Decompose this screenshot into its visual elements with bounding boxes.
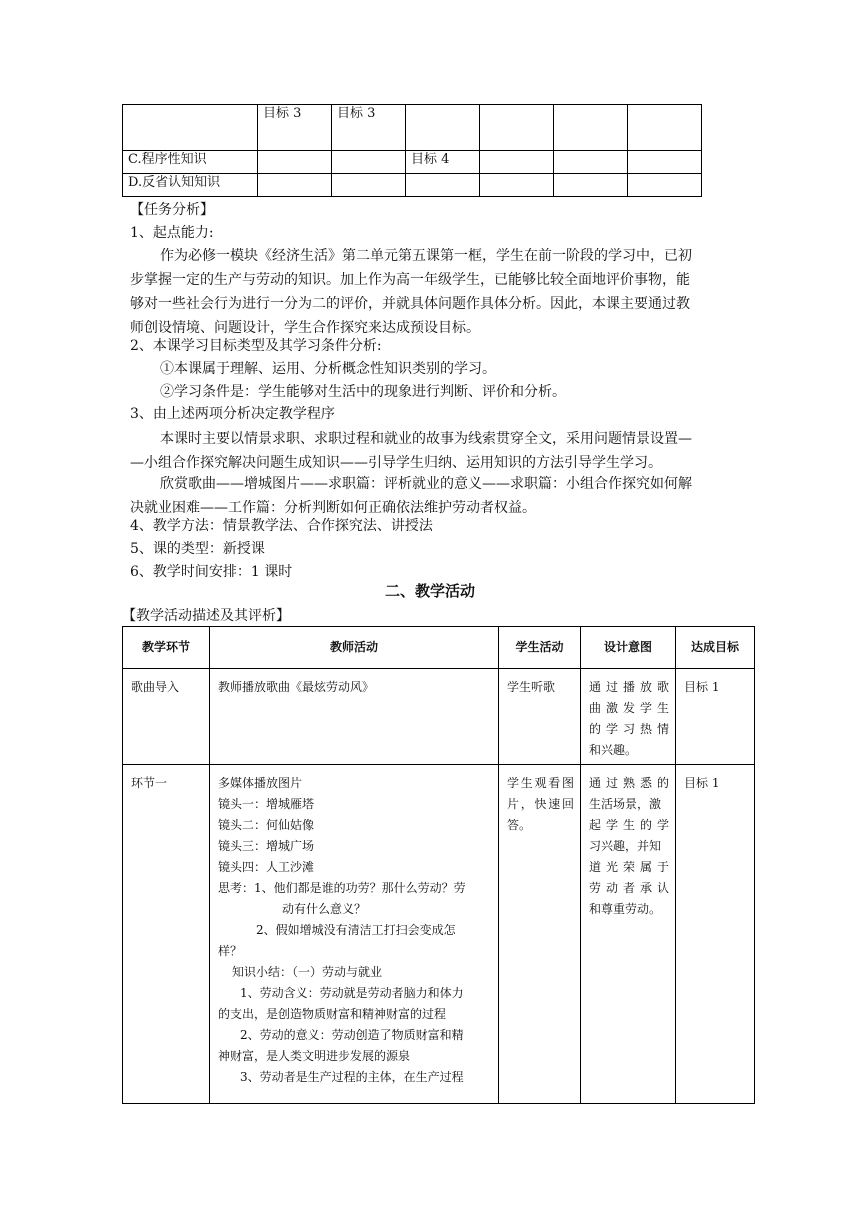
goals-cell xyxy=(258,174,332,197)
goals-cell xyxy=(406,105,480,151)
goals-cell: 目标 3 xyxy=(258,105,332,151)
lesson-type: 5、课的类型：新授课 xyxy=(130,541,265,557)
text-line: 通过播放歌 xyxy=(589,680,669,694)
teacher-activity-cell xyxy=(210,765,499,1104)
activity-table xyxy=(122,626,755,1104)
text-line: 作为必修一模块《经济生活》第二单元第五课第一框，学生在前一阶段的学习中，已初 xyxy=(160,248,692,264)
text-line: 和尊重劳动。 xyxy=(589,902,662,916)
text-line: 答。 xyxy=(507,818,532,832)
text-line: 通过熟悉的 xyxy=(589,776,669,790)
student-activity-cell: 学生听歌 xyxy=(499,669,581,765)
student-activity-cell xyxy=(499,765,581,1104)
goals-cell xyxy=(554,151,628,174)
stage-cell: 歌曲导入 xyxy=(123,669,210,765)
text-line: 神财富，是人类文明进步发展的源泉 xyxy=(218,1049,411,1063)
text-line: 3、劳动者是生产过程的主体，在生产过程 xyxy=(240,1070,464,1084)
table-row xyxy=(123,765,755,1104)
column-header: 达成目标 xyxy=(676,627,755,669)
design-intent-cell xyxy=(581,765,676,1104)
text-line: 决就业困难——工作篇：分析判断如何正确依法维护劳动者权益。 xyxy=(130,500,536,516)
text-line: 思考：1、他们都是谁的功劳？那什么劳动？劳 xyxy=(218,881,466,895)
text-line: 习兴趣，并知 xyxy=(589,839,662,853)
text-line: 2、假如增城没有清洁工打扫会变成怎 xyxy=(256,923,456,937)
goals-cell: C.程序性知识 xyxy=(123,151,258,174)
goals-cell: 目标 3 xyxy=(332,105,406,151)
text-line: 1、劳动含义：劳动就是劳动者脑力和体力 xyxy=(240,986,464,1000)
text-line: 和兴趣。 xyxy=(589,743,638,757)
text-line: 多媒体播放图片 xyxy=(218,776,303,790)
goals-cell xyxy=(554,174,628,197)
table-row xyxy=(123,669,755,765)
teaching-method: 4、教学方法：情景教学法、合作探究法、讲授法 xyxy=(130,518,433,534)
procedure-paragraph xyxy=(130,472,760,520)
goal-cell: 目标 1 xyxy=(676,765,755,1104)
text-line: 知识小结：（一）劳动与就业 xyxy=(232,965,383,979)
procedure-paragraph xyxy=(130,427,760,475)
text-line: 的支出，是创造物质财富和精神财富的过程 xyxy=(218,1007,447,1021)
text-line: 道光荣属于 xyxy=(589,860,669,874)
teacher-activity-cell: 教师播放歌曲《最炫劳动风》 xyxy=(210,669,499,765)
goals-cell xyxy=(258,151,332,174)
goals-cell xyxy=(628,105,702,151)
text-line: 2、劳动的意义：劳动创造了物质财富和精 xyxy=(240,1028,464,1042)
goals-cell xyxy=(480,174,554,197)
goals-cell xyxy=(628,151,702,174)
goals-cell xyxy=(628,174,702,197)
list-item: ②学习条件是：学生能够对生活中的现象进行判断、评价和分析。 xyxy=(160,384,566,400)
text-line: 镜头三：增城广场 xyxy=(218,839,315,853)
stage-cell: 环节一 xyxy=(123,765,210,1104)
column-header: 学生活动 xyxy=(499,627,581,669)
design-intent-cell xyxy=(581,669,676,765)
goal-cell: 目标 1 xyxy=(676,669,755,765)
goals-cell xyxy=(480,151,554,174)
goals-cell: 目标 4 xyxy=(406,151,480,174)
section-subtitle: 【教学活动描述及其评析】 xyxy=(122,608,290,624)
goals-cell xyxy=(480,105,554,151)
section-heading: 2、本课学习目标类型及其学习条件分析: xyxy=(130,338,382,354)
goals-cell xyxy=(332,174,406,197)
text-line: 动有什么意义？ xyxy=(282,902,367,916)
text-line: 镜头二：何仙姑像 xyxy=(218,818,315,832)
goals-cell xyxy=(406,174,480,197)
goals-row xyxy=(123,105,702,151)
goals-table xyxy=(122,104,702,197)
column-header: 设计意图 xyxy=(581,627,676,669)
text-line: 曲激发学生 xyxy=(589,701,669,715)
text-line: 本课时主要以情景求职、求职过程和就业的故事为线索贯穿全文，采用问题情景设置— xyxy=(160,431,692,447)
text-line: 样？ xyxy=(218,944,243,958)
starting-ability-paragraph xyxy=(130,244,760,340)
text-line: 起学生的学 xyxy=(589,818,669,832)
time-arrangement: 6、教学时间安排：1 课时 xyxy=(130,564,293,580)
section-heading: 1、起点能力: xyxy=(130,225,214,241)
table-header-row xyxy=(123,627,755,669)
goals-cell: D.反省认知知识 xyxy=(123,174,258,197)
text-line: 欣赏歌曲——增城图片——求职篇：评析就业的意义——求职篇：小组合作探究如何解 xyxy=(160,476,692,492)
text-line: 劳动者承认 xyxy=(589,881,669,895)
goals-row xyxy=(123,151,702,174)
text-line: 片，快速回 xyxy=(507,797,574,811)
text-line: 学生观看图 xyxy=(507,776,574,790)
list-item: ①本课属于理解、运用、分析概念性知识类别的学习。 xyxy=(160,361,496,377)
task-analysis-title: 【任务分析】 xyxy=(130,202,214,218)
column-header: 教学环节 xyxy=(123,627,210,669)
text-line: 步掌握一定的生产与劳动的知识。加上作为高一年级学生，已能够比较全面地评价事物，能 xyxy=(130,272,690,288)
text-line: 的学习热情 xyxy=(589,722,669,736)
text-line: —小组合作探究解决问题生成知识——引导学生归纳、运用知识的方法引导学生学习。 xyxy=(130,455,662,471)
section-title: 二、教学活动 xyxy=(384,582,475,600)
goals-cell xyxy=(554,105,628,151)
text-line: 镜头一：增城雁塔 xyxy=(218,797,315,811)
goals-cell xyxy=(123,105,258,151)
text-line: 够对一些社会行为进行一分为二的评价，并就具体问题作具体分析。因此，本课主要通过教 xyxy=(130,296,690,312)
text-line: 师创设情境、问题设计，学生合作探究来达成预设目标。 xyxy=(130,320,480,336)
goals-cell xyxy=(332,151,406,174)
text-line: 镜头四：人工沙滩 xyxy=(218,860,315,874)
goals-row xyxy=(123,174,702,197)
text-line: 生活场景，激 xyxy=(589,797,662,811)
section-heading: 3、由上述两项分析决定教学程序 xyxy=(130,406,335,422)
column-header: 教师活动 xyxy=(210,627,499,669)
